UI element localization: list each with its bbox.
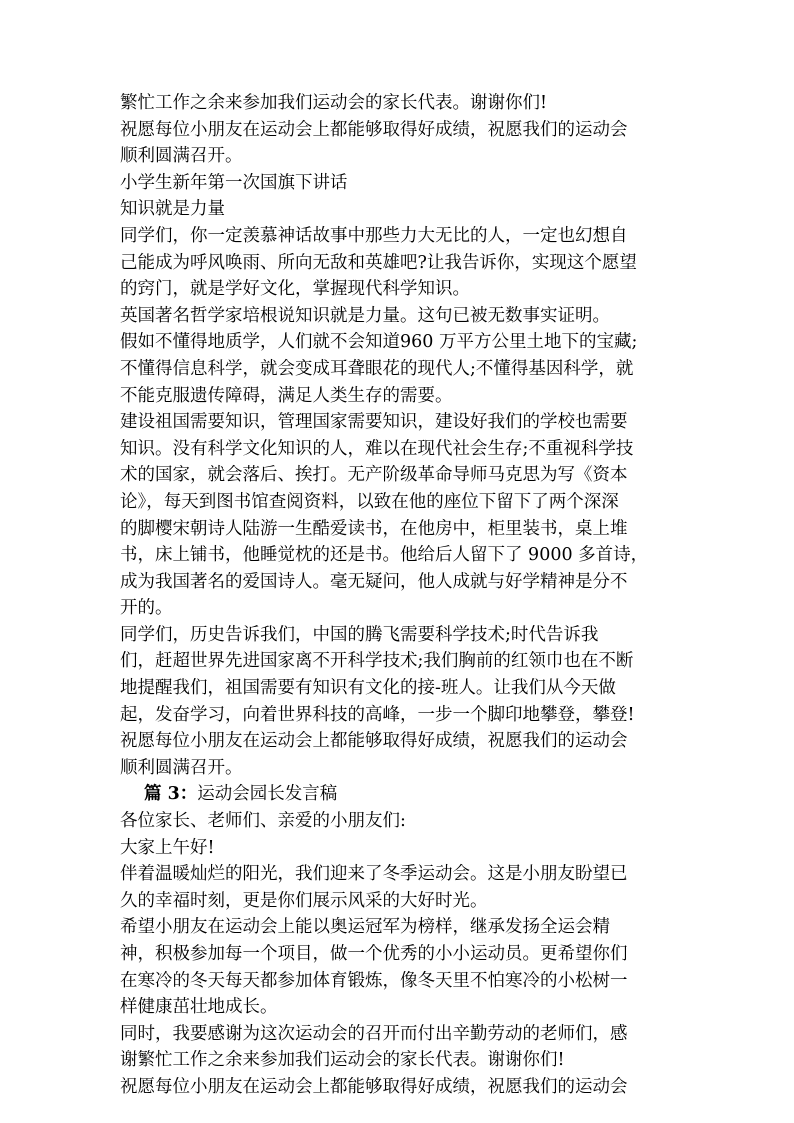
- text-line: 在寒冷的冬天每天都参加体育锻炼，像冬天里不怕寒冷的小松树一: [120, 970, 628, 991]
- text-line: 成为我国著名的爱国诗人。毫无疑问，他人成就与好学精神是分不: [120, 571, 628, 592]
- section-title: 运动会园长发言稿: [197, 784, 338, 805]
- text-line: 己能成为呼风唤雨、所向无敌和英雄吧?让我告诉你，实现这个愿望: [120, 252, 637, 273]
- text-line: 久的幸福时刻，更是你们展示风采的大好时光。: [120, 890, 488, 911]
- text-line: 英国著名哲学家培根说知识就是力量。这句已被无数事实证明。: [120, 305, 610, 326]
- speech-title: 小学生新年第一次国旗下讲话: [120, 172, 348, 193]
- text-line: 祝愿每位小朋友在运动会上都能够取得好成绩，祝愿我们的运动会: [120, 731, 628, 752]
- text-line: 们，赶超世界先进国家离不开科学技术;我们胸前的红领巾也在不断: [120, 651, 634, 672]
- text-line: 不懂得信息科学，就会变成耳聋眼花的现代人;不懂得基因科学，就: [120, 358, 634, 379]
- text-line: 假如不懂得地质学，人们就不会知道960 万平方公里土地下的宝藏;: [120, 332, 638, 353]
- text-line: 祝愿每位小朋友在运动会上都能够取得好成绩，祝愿我们的运动会: [120, 1076, 628, 1097]
- text-line: 繁忙工作之余来参加我们运动会的家长代表。谢谢你们!: [120, 93, 548, 113]
- section-heading: [120, 781, 676, 808]
- salutation-line: 各位家长、老师们、亲爱的小朋友们:: [120, 811, 406, 832]
- text-line: 论》，每天到图书馆查阅资料，以致在他的座位下留下了两个深深: [120, 491, 619, 512]
- text-line: 知识。没有科学文化知识的人，难以在现代社会生存;不重视科学技: [120, 438, 634, 459]
- text-line: 同学们，历史告诉我们，中国的腾飞需要科学技术;时代告诉我: [120, 624, 599, 645]
- text-line: 样健康茁壮地成长。: [120, 997, 278, 1018]
- body-text-part-2: [120, 808, 676, 1101]
- text-line: 同学们，你一定羡慕神话故事中那些力大无比的人，一定也幻想自: [120, 225, 628, 246]
- text-line: 希望小朋友在运动会上能以奥运冠军为榜样，继承发扬全运会精: [120, 917, 610, 938]
- text-line: 书，床上铺书，他睡觉枕的还是书。他给后人留下了 9000 多首诗，: [120, 545, 649, 566]
- speech-subtitle: 知识就是力量: [120, 199, 225, 220]
- text-line: 不能克服遗传障碍，满足人类生存的需要。: [120, 385, 453, 406]
- text-line: 神，积极参加每一个项目，做一个优秀的小小运动员。更希望你们: [120, 944, 628, 964]
- text-line: 的脚樱宋朝诗人陆游一生酷爱读书，在他房中，柜里装书，桌上堆: [120, 518, 628, 539]
- text-line: 祝愿每位小朋友在运动会上都能够取得好成绩，祝愿我们的运动会: [120, 119, 628, 140]
- text-line: 顺利圆满召开。: [120, 757, 243, 778]
- text-line: 术的国家，就会落后、挨打。无产阶级革命导师马克思为写《资本: [120, 465, 628, 486]
- body-text-part-1: [120, 90, 676, 781]
- text-line: 开的。: [120, 598, 173, 619]
- text-line: 伴着温暖灿烂的阳光，我们迎来了冬季运动会。这是小朋友盼望已: [120, 864, 628, 885]
- text-line: 起，发奋学习，向着世界科技的高峰，一步一个脚印地攀登，攀登!: [120, 704, 635, 725]
- text-line: 建设祖国需要知识，管理国家需要知识，建设好我们的学校也需要: [120, 412, 628, 433]
- greeting-line: 大家上午好!: [120, 837, 215, 858]
- text-line: 同时，我要感谢为这次运动会的召开而付出辛勤劳动的老师们，感: [120, 1023, 628, 1044]
- section-number: 篇 3：: [144, 784, 198, 805]
- text-line: 谢繁忙工作之余来参加我们运动会的家长代表。谢谢你们!: [120, 1050, 565, 1071]
- document-page: [120, 90, 676, 1101]
- text-line: 的窍门，就是学好文化，掌握现代科学知识。: [120, 279, 470, 300]
- text-line: 地提醒我们，祖国需要有知识有文化的接-班人。让我们从今天做: [120, 678, 616, 699]
- text-line: 顺利圆满召开。: [120, 146, 243, 167]
